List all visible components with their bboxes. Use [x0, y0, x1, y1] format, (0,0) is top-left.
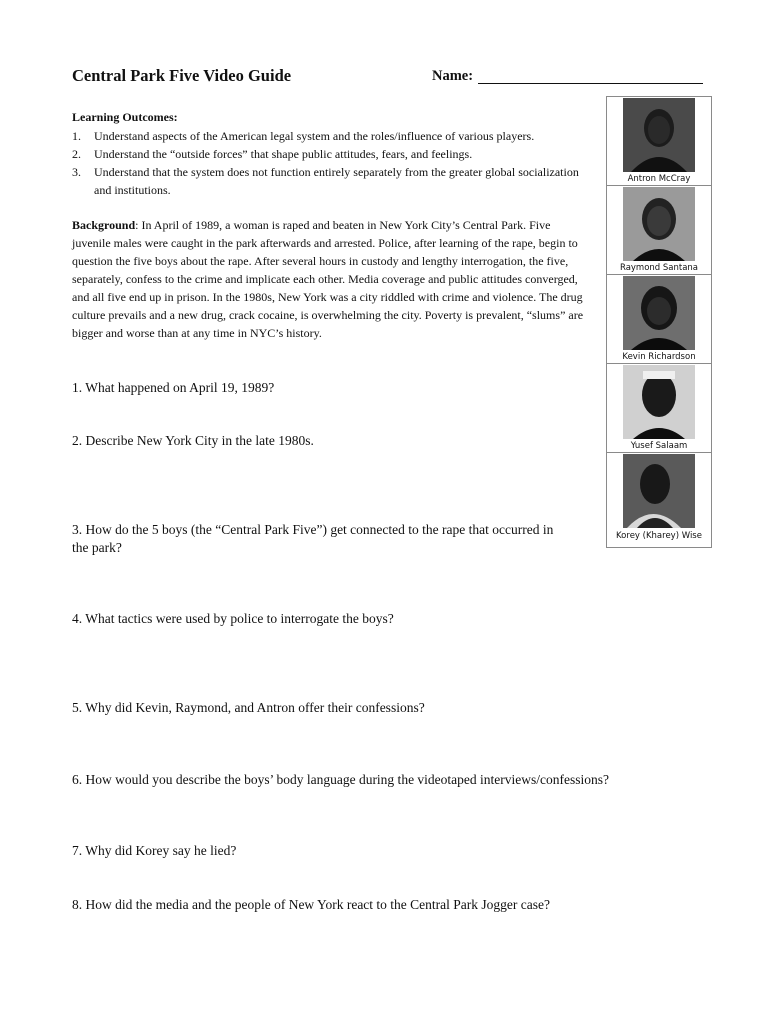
- background-paragraph: [72, 216, 587, 342]
- learning-outcome-item: [72, 145, 592, 163]
- photo-card: [607, 364, 711, 453]
- photo-card: [607, 97, 711, 186]
- question-3: 3. How do the 5 boys (the “Central Park Five”) get connected to the rape that occurred in the park?: [72, 522, 554, 555]
- photo-caption: Raymond Santana: [619, 263, 699, 273]
- name-field-line[interactable]: [478, 83, 703, 84]
- learning-outcome-text: Understand that the system does not function entirely separately from the greater global socialization and institutions.: [94, 165, 579, 197]
- page-title: Central Park Five Video Guide: [72, 66, 292, 85]
- question-4: 4. What tactics were used by police to interrogate the boys?: [72, 611, 394, 626]
- learning-outcomes-list: [72, 127, 592, 199]
- learning-outcome-text: Understand the “outside forces” that shape public attitudes, fears, and feelings.: [94, 147, 473, 161]
- photo-caption: Antron McCray: [627, 174, 691, 184]
- photo-caption: Kevin Richardson: [622, 352, 696, 362]
- portrait-photo: [623, 365, 695, 439]
- question-1: 1. What happened on April 19, 1989?: [72, 380, 275, 395]
- question-6: 6. How would you describe the boys’ body language during the videotaped interviews/confessions?: [72, 772, 610, 787]
- learning-outcome-item: [72, 127, 592, 145]
- learning-outcome-item: [72, 163, 592, 199]
- background-text: : In April of 1989, a woman is raped and beaten in New York City’s Central Park. Five juvenile males were caught in the park afterwards and arrested. Police, after learning of the rape, begin to question the five boys about the rape. After several hours in custody and lengthy interrogation, the five, separately, confess to the crime and implicate each other. Media coverage and public attitudes converged, and all five end up in prison. In the 1980s, New York was a city riddled with crime and violence. The drug culture prevails and a new drug, crack cocaine, is overwhelming the city. Poverty is prevalent, “slums” are bigger and worse than at any time in NYC’s history.: [72, 218, 584, 340]
- photo-strip: [606, 96, 712, 548]
- learning-outcome-number: 2.: [72, 147, 81, 161]
- question-7: 7. Why did Korey say he lied?: [72, 843, 237, 858]
- portrait-photo: [623, 276, 695, 350]
- question-8: 8. How did the media and the people of New York react to the Central Park Jogger case?: [72, 897, 550, 912]
- photo-card: [607, 186, 711, 275]
- question-5: 5. Why did Kevin, Raymond, and Antron offer their confessions?: [72, 700, 425, 715]
- portrait-photo: [623, 187, 695, 261]
- photo-caption: Yusef Salaam: [630, 441, 688, 451]
- learning-outcome-number: 3.: [72, 165, 81, 179]
- photo-card: [607, 453, 711, 542]
- question-2: 2. Describe New York City in the late 1980s.: [72, 433, 314, 448]
- portrait-photo: [623, 454, 695, 528]
- portrait-photo: [623, 98, 695, 172]
- learning-outcomes-heading: Learning Outcomes:: [72, 110, 178, 124]
- photo-caption: Korey (Kharey) Wise: [616, 531, 702, 541]
- background-label: Background: [72, 218, 136, 232]
- name-label: Name:: [432, 68, 474, 84]
- learning-outcome-number: 1.: [72, 129, 81, 143]
- photo-card: [607, 275, 711, 364]
- learning-outcome-text: Understand aspects of the American legal system and the roles/influence of various players.: [94, 129, 535, 143]
